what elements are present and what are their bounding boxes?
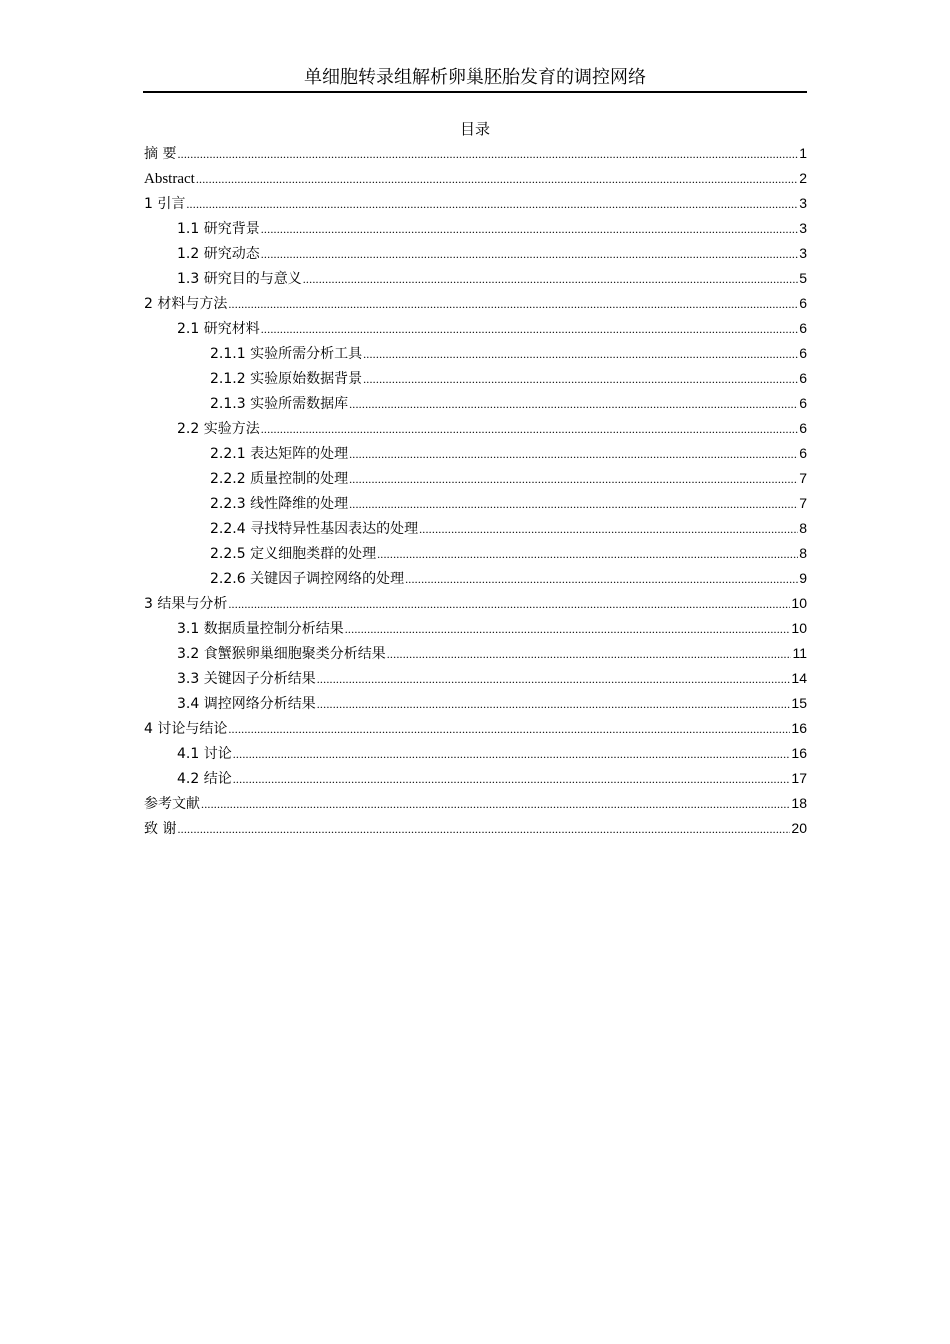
toc-entry[interactable] bbox=[143, 141, 807, 166]
toc-entry[interactable] bbox=[143, 716, 807, 741]
toc-entry-page-number: 10 bbox=[791, 595, 807, 611]
toc-entry-page-number: 6 bbox=[799, 370, 807, 386]
toc-entry[interactable] bbox=[143, 266, 807, 291]
toc-entry[interactable] bbox=[143, 641, 807, 666]
toc-entry-page-number: 3 bbox=[799, 195, 807, 211]
toc-entry[interactable] bbox=[143, 216, 807, 241]
toc-entry[interactable] bbox=[143, 291, 807, 316]
toc-dot-leader bbox=[228, 292, 798, 317]
toc-entry-label: 摘 要 bbox=[144, 146, 177, 162]
toc-entry-label: 2 材料与方法 bbox=[144, 296, 228, 312]
toc-entry-label: 2.2.6 关键因子调控网络的处理 bbox=[210, 571, 405, 587]
toc-dot-leader bbox=[177, 142, 798, 167]
toc-entry-page-number: 6 bbox=[799, 345, 807, 361]
toc-entry-label: 3.4 调控网络分析结果 bbox=[177, 696, 316, 712]
toc-dot-leader bbox=[233, 767, 791, 792]
toc-entry-page-number: 8 bbox=[799, 520, 807, 536]
toc-entry-label: 2.2.1 表达矩阵的处理 bbox=[210, 446, 349, 462]
toc-entry-page-number: 6 bbox=[799, 445, 807, 461]
toc-dot-leader bbox=[363, 367, 798, 392]
toc-entry-page-number: 15 bbox=[791, 695, 807, 711]
toc-dot-leader bbox=[317, 692, 791, 717]
toc-dot-leader bbox=[377, 542, 798, 567]
toc-entry[interactable] bbox=[143, 391, 807, 416]
toc-entry-page-number: 7 bbox=[799, 495, 807, 511]
toc-dot-leader bbox=[186, 192, 798, 217]
toc-entry-page-number: 10 bbox=[791, 620, 807, 636]
toc-dot-leader bbox=[349, 442, 798, 467]
toc-entry[interactable] bbox=[143, 766, 807, 791]
toc-entry[interactable] bbox=[143, 591, 807, 616]
toc-entry-page-number: 1 bbox=[799, 145, 807, 161]
toc-entry-label: 1.3 研究目的与意义 bbox=[177, 271, 302, 287]
header-rule bbox=[143, 91, 807, 93]
toc-entry-label: 1.2 研究动态 bbox=[177, 246, 260, 262]
toc-entry-page-number: 9 bbox=[799, 570, 807, 586]
toc-entry-label: 致 谢 bbox=[144, 821, 177, 837]
toc-dot-leader bbox=[405, 567, 798, 592]
toc-dot-leader bbox=[228, 592, 790, 617]
toc-entry-page-number: 16 bbox=[791, 745, 807, 761]
toc-entry-label: Abstract bbox=[144, 171, 195, 187]
toc-entry[interactable] bbox=[143, 666, 807, 691]
toc-entry-label: 3.2 食蟹猴卵巢细胞聚类分析结果 bbox=[177, 646, 386, 662]
running-header: 单细胞转录组解析卵巢胚胎发育的调控网络 bbox=[304, 67, 646, 88]
toc-entry[interactable] bbox=[143, 341, 807, 366]
toc-dot-leader bbox=[303, 267, 798, 292]
toc-entry[interactable] bbox=[143, 416, 807, 441]
toc-entry[interactable] bbox=[143, 191, 807, 216]
toc-dot-leader bbox=[261, 217, 798, 242]
toc-dot-leader bbox=[233, 742, 791, 767]
toc-dot-leader bbox=[317, 667, 791, 692]
toc-entry[interactable] bbox=[143, 616, 807, 641]
toc-entry[interactable] bbox=[143, 691, 807, 716]
toc-entry-label: 4 讨论与结论 bbox=[144, 721, 228, 737]
toc-entry-label: 2.1.2 实验原始数据背景 bbox=[210, 371, 363, 387]
toc-dot-leader bbox=[349, 492, 798, 517]
toc-entry[interactable] bbox=[143, 566, 807, 591]
toc-title: 目录 bbox=[459, 120, 490, 138]
toc-entry-label: 3.3 关键因子分析结果 bbox=[177, 671, 316, 687]
toc-dot-leader bbox=[349, 392, 798, 417]
toc-entry-page-number: 3 bbox=[799, 220, 807, 236]
toc-dot-leader bbox=[363, 342, 798, 367]
toc-entry[interactable] bbox=[143, 791, 807, 816]
toc-dot-leader bbox=[345, 617, 791, 642]
toc-entry[interactable] bbox=[143, 491, 807, 516]
toc-entry-page-number: 5 bbox=[799, 270, 807, 286]
toc-entry[interactable] bbox=[143, 816, 807, 841]
toc-entry-label: 2.2.4 寻找特异性基因表达的处理 bbox=[210, 521, 419, 537]
toc-entry-page-number: 16 bbox=[791, 720, 807, 736]
toc-dot-leader bbox=[387, 642, 792, 667]
toc-entry-label: 参考文献 bbox=[144, 796, 200, 812]
toc-dot-leader bbox=[196, 167, 798, 192]
toc-entry-label: 2.2.5 定义细胞类群的处理 bbox=[210, 546, 377, 562]
toc-entry-page-number: 8 bbox=[799, 545, 807, 561]
toc-entry[interactable] bbox=[143, 166, 807, 191]
toc-entry[interactable] bbox=[143, 541, 807, 566]
toc-entry[interactable] bbox=[143, 241, 807, 266]
toc-entry-label: 3.1 数据质量控制分析结果 bbox=[177, 621, 344, 637]
toc-dot-leader bbox=[261, 417, 798, 442]
toc-entry-label: 4.1 讨论 bbox=[177, 746, 232, 762]
toc-entry[interactable] bbox=[143, 466, 807, 491]
toc-entry[interactable] bbox=[143, 366, 807, 391]
toc-dot-leader bbox=[419, 517, 798, 542]
toc-entry-page-number: 6 bbox=[799, 295, 807, 311]
toc-entry-page-number: 14 bbox=[791, 670, 807, 686]
toc-entry[interactable] bbox=[143, 741, 807, 766]
toc-entry-label: 2.1.3 实验所需数据库 bbox=[210, 396, 349, 412]
toc-entry-label: 4.2 结论 bbox=[177, 771, 232, 787]
toc-entry-page-number: 6 bbox=[799, 420, 807, 436]
toc-entry-label: 2.2.3 线性降维的处理 bbox=[210, 496, 349, 512]
toc-entry-page-number: 18 bbox=[791, 795, 807, 811]
toc-dot-leader bbox=[349, 467, 798, 492]
toc-entry[interactable] bbox=[143, 441, 807, 466]
toc-dot-leader bbox=[228, 717, 790, 742]
toc-entry-label: 1 引言 bbox=[144, 196, 186, 212]
toc-entry-page-number: 7 bbox=[799, 470, 807, 486]
table-of-contents bbox=[143, 141, 807, 841]
toc-dot-leader bbox=[261, 317, 798, 342]
toc-entry[interactable] bbox=[143, 316, 807, 341]
toc-dot-leader bbox=[201, 792, 790, 817]
toc-entry-page-number: 2 bbox=[799, 170, 807, 186]
toc-entry-page-number: 3 bbox=[799, 245, 807, 261]
toc-entry-label: 2.2.2 质量控制的处理 bbox=[210, 471, 349, 487]
toc-dot-leader bbox=[177, 817, 790, 842]
toc-entry-label: 2.2 实验方法 bbox=[177, 421, 260, 437]
toc-entry[interactable] bbox=[143, 516, 807, 541]
toc-entry-page-number: 11 bbox=[792, 645, 807, 661]
toc-dot-leader bbox=[261, 242, 798, 267]
toc-entry-page-number: 17 bbox=[791, 770, 807, 786]
toc-entry-label: 2.1 研究材料 bbox=[177, 321, 260, 337]
toc-entry-page-number: 6 bbox=[799, 320, 807, 336]
toc-entry-label: 1.1 研究背景 bbox=[177, 221, 260, 237]
toc-entry-page-number: 20 bbox=[791, 820, 807, 836]
toc-entry-label: 3 结果与分析 bbox=[144, 596, 228, 612]
toc-entry-label: 2.1.1 实验所需分析工具 bbox=[210, 346, 363, 362]
toc-entry-page-number: 6 bbox=[799, 395, 807, 411]
